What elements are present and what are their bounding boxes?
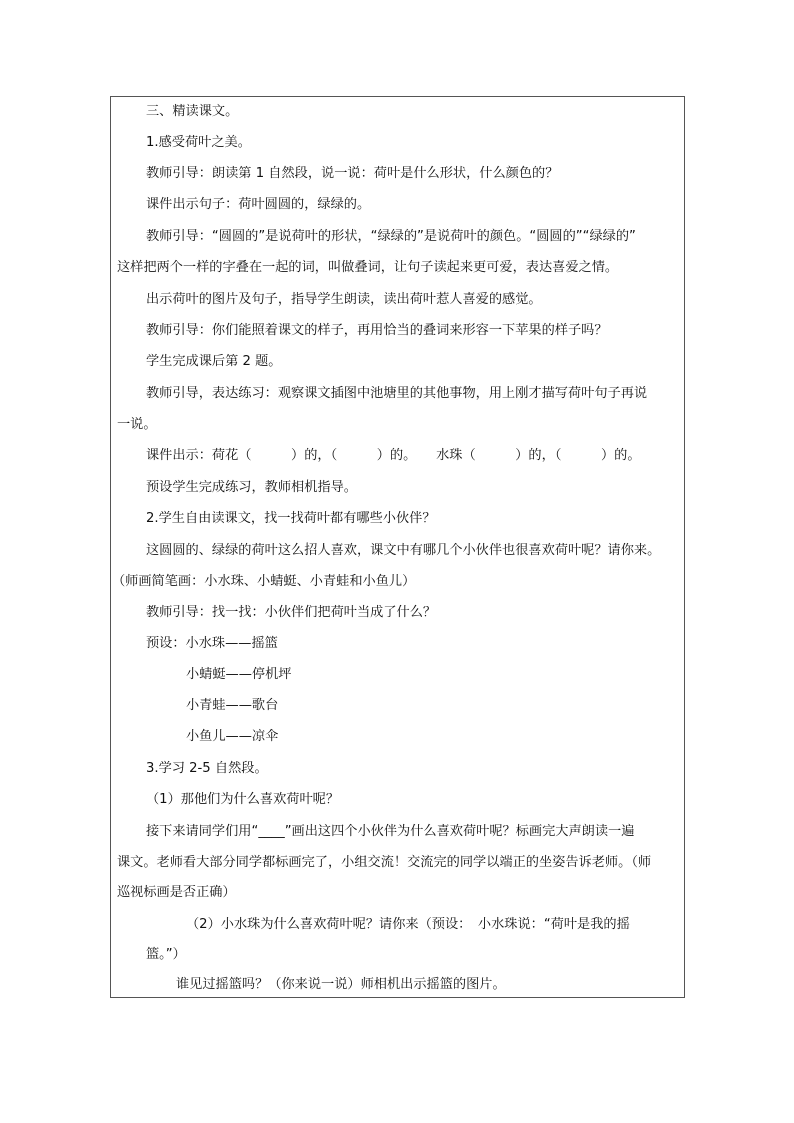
subheading-3: 3.学习 2-5 自然段。 — [146, 761, 268, 776]
paragraph-line: 一说。 — [117, 417, 157, 432]
paragraph-line: 出示荷叶的图片及句子，指导学生朗读，读出荷叶惹人喜爱的感觉。 — [146, 292, 542, 307]
paragraph-line: 篮。”） — [146, 947, 186, 962]
paragraph-line: 教师引导，表达练习：观察课文插图中池塘里的其他事物，用上刚才描写荷叶句子再说 — [146, 386, 648, 401]
paragraph-line: 课文。老师看大部分同学都标画完了，小组交流！交流完的同学以端正的坐姿告诉老师。（师 — [117, 855, 652, 870]
preset-line: 小蜻蜓——停机坪 — [186, 667, 292, 682]
question-line: （2）小水珠为什么喜欢荷叶呢？请你来（预设： 小水珠说：“荷叶是我的摇 — [186, 917, 630, 932]
section-heading: 三、精读课文。 — [146, 104, 239, 119]
paragraph-line: 教师引导：“圆圆的”是说荷叶的形状，“绿绿的”是说荷叶的颜色。“圆圆的”“绿绿的” — [146, 229, 636, 244]
preset-line: 小鱼儿——凉伞 — [186, 729, 279, 744]
question-line: （1）那他们为什么喜欢荷叶呢？ — [146, 792, 340, 807]
paragraph-line: 这圆圆的、绿绿的荷叶这么招人喜欢，课文中有哪几个小伙伴也很喜欢荷叶呢？请你来。 — [146, 543, 661, 558]
exercise-line: 课件出示：荷花（ ）的，（ ）的。 水珠（ ）的，（ ）的。 — [146, 448, 641, 463]
paragraph-line: 预设学生完成练习，教师相机指导。 — [146, 480, 357, 495]
paragraph-line: 教师引导：朗读第 1 自然段，说一说：荷叶是什么形状，什么颜色的？ — [146, 166, 559, 181]
paragraph-line: 教师引导：你们能照着课文的样子，再用恰当的叠词来形容一下苹果的样子吗？ — [146, 323, 608, 338]
paragraph-line: 巡视标画是否正确） — [117, 885, 236, 900]
paragraph-line: 接下来请同学们用“____”画出这四个小伙伴为什么喜欢荷叶呢？标画完大声朗读一遍 — [146, 824, 635, 839]
paragraph-line: 学生完成课后第 2 题。 — [146, 354, 282, 369]
paragraph-line: （师画简笔画：小水珠、小蜻蜓、小青蛙和小鱼儿） — [112, 574, 416, 589]
subheading-1: 1.感受荷叶之美。 — [146, 135, 251, 150]
preset-line: 小青蛙——歌台 — [186, 698, 279, 713]
paragraph-line: 这样把两个一样的字叠在一起的词，叫做叠词，让句子读起来更可爱，表达喜爱之情。 — [117, 260, 619, 275]
paragraph-line: 谁见过摇篮吗？（你来说一说）师相机出示摇篮的图片。 — [176, 977, 506, 992]
paragraph-line: 教师引导：找一找：小伙伴们把荷叶当成了什么？ — [146, 605, 437, 620]
preset-line: 预设：小水珠——摇篮 — [146, 636, 278, 651]
paragraph-line: 课件出示句子：荷叶圆圆的，绿绿的。 — [146, 197, 371, 212]
subheading-2: 2.学生自由读课文，找一找荷叶都有哪些小伙伴？ — [146, 511, 436, 526]
